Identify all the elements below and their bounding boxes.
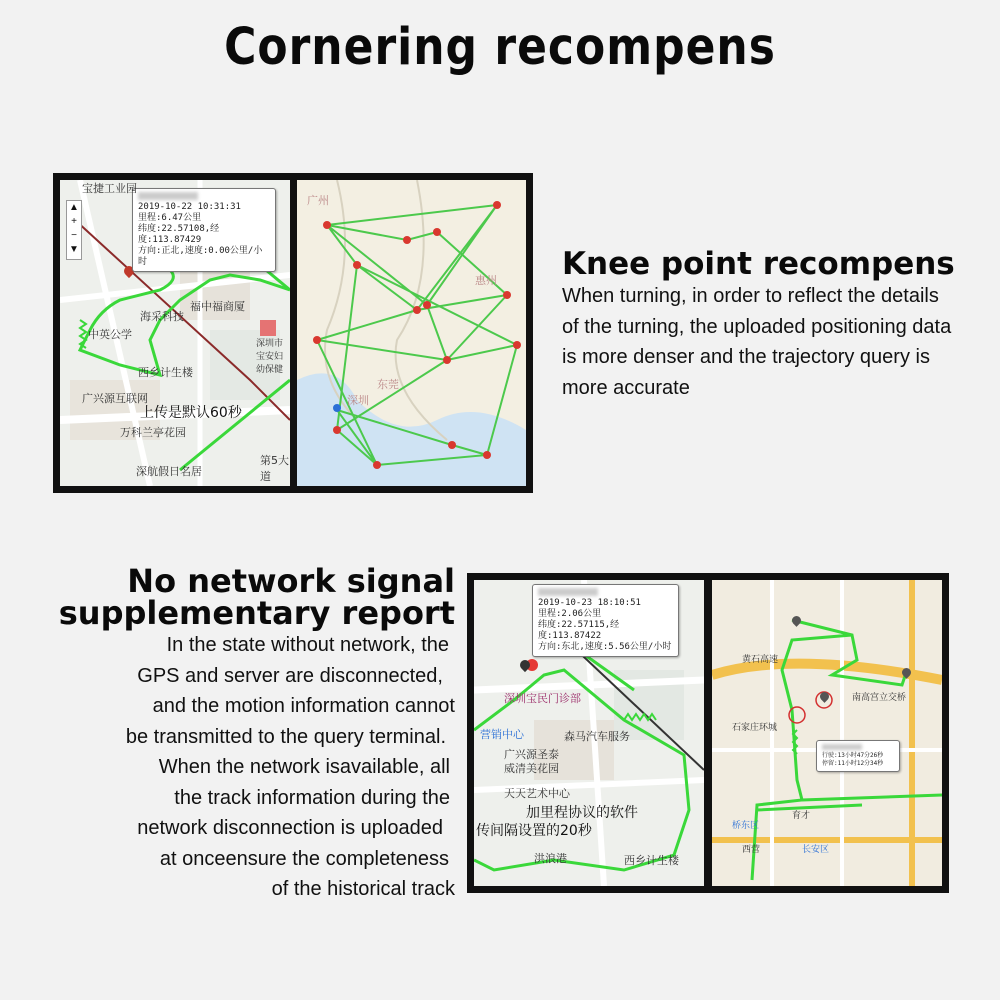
knee-point-description: When turning, in order to reflect the details of the turning, the uploaded positioning data is more denser and the trajectory query is more accurate	[562, 285, 952, 399]
desc-line: network disconnection is uploaded	[137, 817, 443, 839]
page-title: Cornering recompens	[224, 18, 776, 77]
desc-line: When the network isavailable, all	[158, 756, 450, 778]
map-label: 福中福商厦	[190, 300, 245, 313]
info-line-coords: 纬度:22.57115,经度:113.87422	[538, 620, 620, 641]
map-label: 深航假日名居	[136, 465, 202, 478]
map-label: 广州	[307, 194, 329, 207]
map-label: 深圳宝民门诊部	[504, 692, 581, 705]
map-label: 桥东区	[732, 821, 760, 831]
map-label: 深圳市宝安妇幼保健	[256, 339, 284, 375]
location-info-popup	[132, 188, 276, 272]
map-label: 营销中心	[480, 728, 524, 741]
map-label: 威清美花园	[504, 762, 559, 775]
no-network-heading-line2: supplementary report	[58, 594, 455, 632]
info-line-direction: 方向:东北,速度:5.56公里/小时	[538, 642, 672, 652]
map-label: 西乡计生楼	[138, 366, 193, 379]
no-network-description	[25, 630, 455, 905]
map-label: 海采科技	[140, 310, 184, 323]
region-map-graphics	[297, 180, 526, 486]
info-line-direction: 方向:正北,速度:0.00公里/小时	[138, 246, 263, 267]
map-label: 石家庄环城	[732, 723, 778, 733]
trip-duration-popup	[816, 740, 900, 772]
no-network-street-map	[474, 580, 704, 886]
location-info-popup	[532, 584, 679, 657]
desc-line: be transmitted to the query terminal.	[125, 725, 446, 748]
info-line-mileage: 里程:2.06公里	[538, 609, 602, 619]
supplementary-caption-line2: 传间隔设置的20秒	[476, 823, 592, 839]
map-label: 西乡计生楼	[624, 854, 679, 867]
desc-line: In the state without network, the	[166, 634, 449, 656]
desc-line: the track information during the	[174, 786, 450, 809]
knee-point-heading: Knee point recompens	[562, 246, 955, 282]
info-line-time: 2019-10-22 10:31:31	[138, 202, 241, 212]
map-label: 第5大道	[260, 454, 289, 483]
city-map-graphics	[712, 580, 942, 886]
no-network-heading-line1: No network signal	[127, 562, 455, 600]
map-label: 东莞	[377, 378, 399, 391]
supplementary-caption-line1: 加里程协议的软件	[526, 805, 638, 821]
map-label: 西营	[742, 845, 761, 855]
map-zoom-control[interactable]: ▲ + − ▼	[66, 200, 82, 260]
desc-line: GPS and server are disconnected,	[137, 664, 443, 687]
knee-point-street-map	[60, 180, 290, 486]
map-label: 深圳	[347, 394, 369, 407]
driving-time: 行驶:13小时47分26秒	[822, 752, 884, 759]
knee-point-region-map	[297, 180, 526, 486]
map-label: 洪浪港	[534, 852, 567, 865]
upload-interval-caption: 上传是默认60秒	[140, 405, 242, 421]
info-line-time: 2019-10-23 18:10:51	[538, 598, 641, 608]
map-label: 宝捷工业园	[82, 182, 137, 195]
desc-line: of the historical track	[271, 878, 455, 900]
map-label: 广兴源圣泰	[504, 748, 559, 761]
stop-time: 停留:11小时12分34秒	[822, 760, 884, 767]
desc-line: at onceensure the completeness	[159, 847, 449, 870]
no-network-city-map	[712, 580, 942, 886]
desc-line: and the motion information cannot	[152, 695, 455, 717]
map-label: 育才	[792, 811, 811, 821]
map-label: 南高宫立交桥	[852, 693, 907, 703]
map-label: 万科兰亭花园	[120, 426, 186, 439]
map-label: 中英公学	[88, 328, 132, 341]
info-line-coords: 纬度:22.57108,经度:113.87429	[138, 224, 220, 245]
device-name-redacted	[138, 192, 198, 200]
map-label: 黄石高速	[742, 655, 779, 665]
info-line-mileage: 里程:6.47公里	[138, 213, 202, 223]
map-label: 惠州	[475, 274, 497, 287]
device-name-redacted	[822, 744, 862, 750]
map-label: 长安区	[802, 845, 830, 855]
map-label: 森马汽车服务	[564, 730, 630, 743]
device-name-redacted	[538, 588, 598, 596]
map-label: 天天艺术中心	[504, 787, 570, 800]
map-label: 广兴源互联网	[82, 392, 148, 405]
